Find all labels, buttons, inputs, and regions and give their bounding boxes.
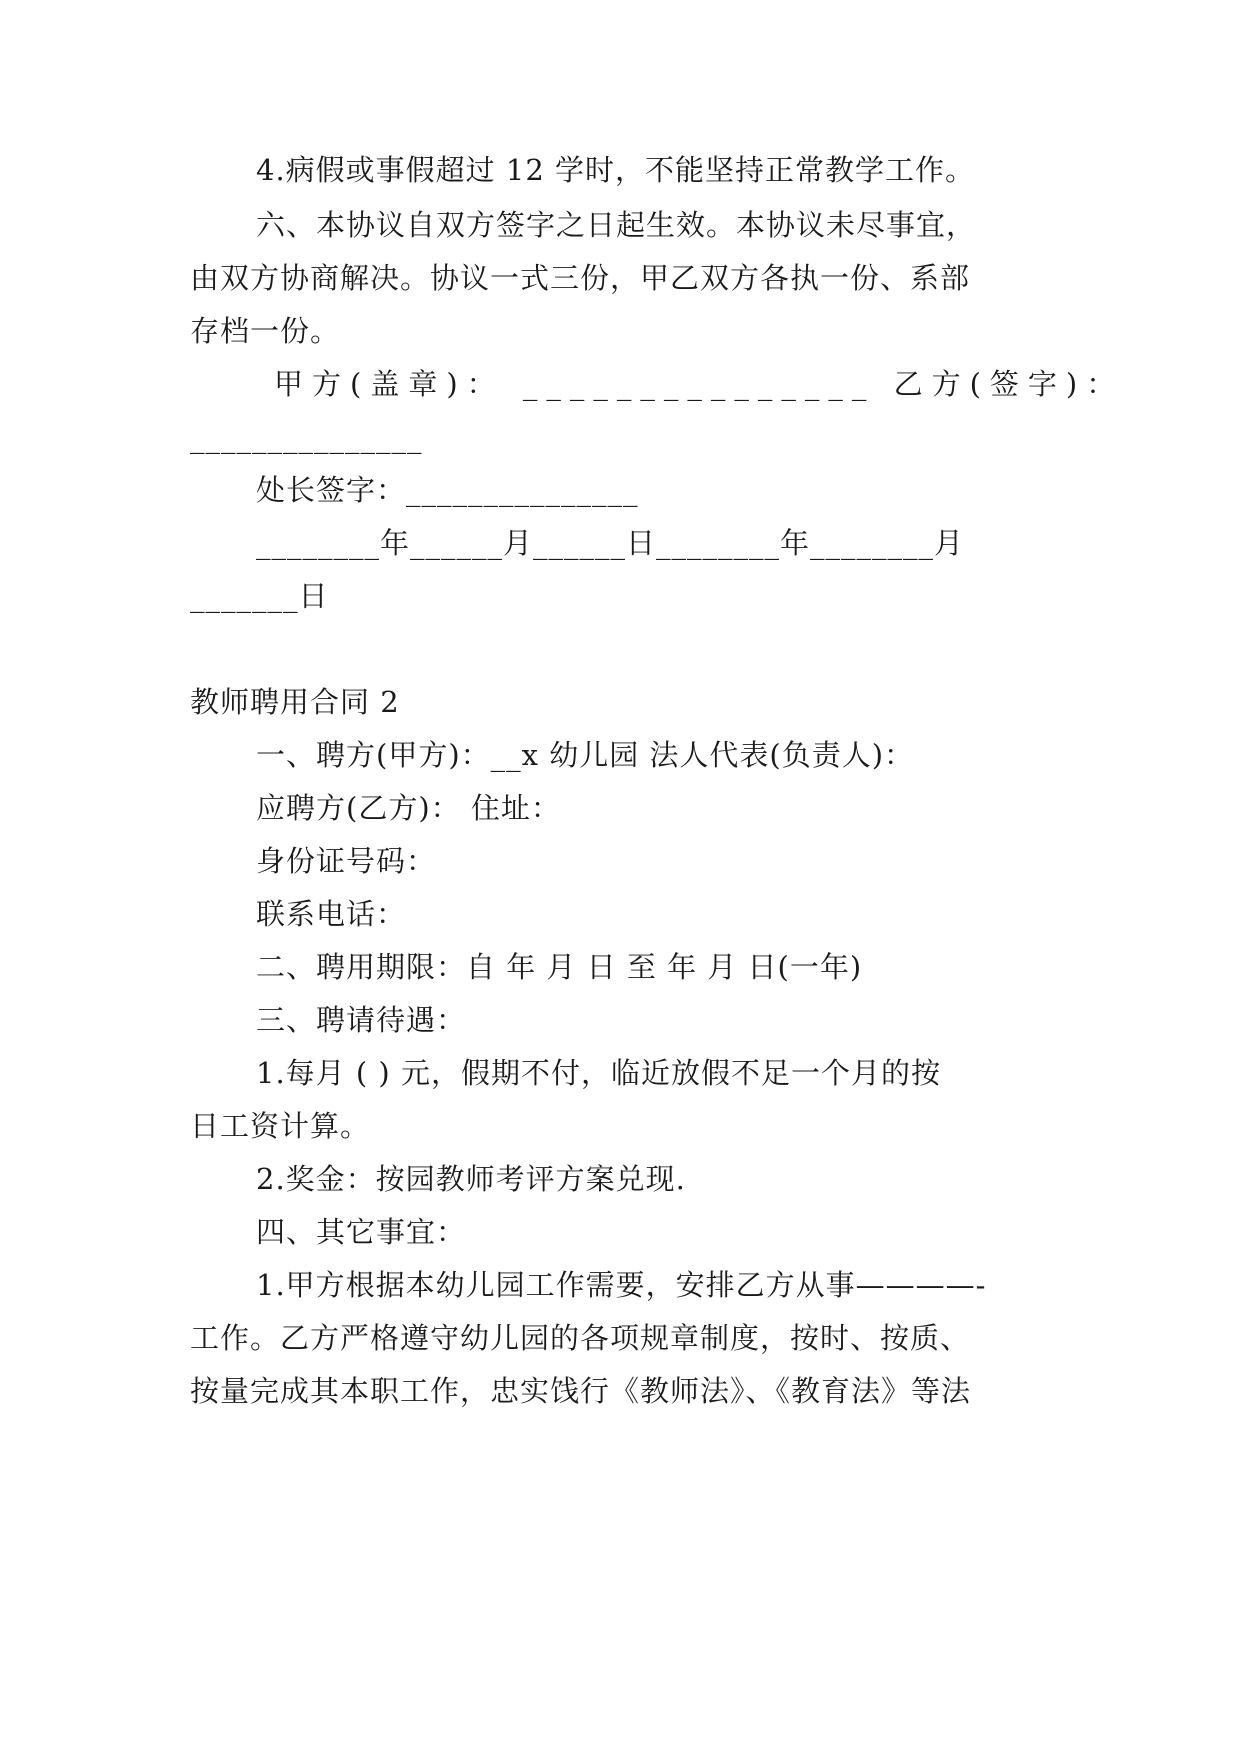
clause-line: 身份证号码： [256,844,437,878]
clause-line: 一、聘方(甲方)：__x 幼儿园 法人代表(负责人)： [256,738,915,772]
clause-line: 1.甲方根据本幼儿园工作需要，安排乙方从事————- [256,1268,987,1302]
paragraph-line: 六、本协议自双方签字之日起生效。本协议未尽事宜， [256,208,977,242]
clause-line: 三、聘请待遇： [256,1003,467,1037]
clause-line: 日工资计算。 [190,1109,371,1143]
clause-line: 2.奖金：按园教师考评方案兑现. [256,1162,686,1196]
clause-line: 工作。乙方严格遵守幼儿园的各项规章制度，按时、按质、 [190,1321,971,1355]
paragraph-line: 4.病假或事假超过 12 学时，不能坚持正常教学工作。 [256,153,976,187]
paragraph-line: 由双方协商解决。协议一式三份，甲乙双方各执一份、系部 [190,261,971,295]
director-signature-line: 处长签字：_______________ [256,473,639,507]
contract-title: 教师聘用合同 2 [190,685,400,719]
clause-line: 二、聘用期限：自 年 月 日 至 年 月 日(一年) [256,950,863,984]
signature-blank: _______________ [190,420,423,454]
clause-line: 按量完成其本职工作，忠实饯行《教师法》、《教育法》等法 [190,1374,972,1408]
date-line: ________年______月______日________年________月 [256,526,965,560]
clause-line: 1.每月 ( ) 元，假期不付，临近放假不足一个月的按 [256,1056,941,1090]
paragraph-line: 存档一份。 [190,314,341,348]
signature-line-parties: 甲方(盖章)： _______________ 乙方(签字)： [274,367,1125,401]
date-line: _______日 [190,579,329,613]
clause-line: 四、其它事宜： [256,1215,467,1249]
clause-line: 联系电话： [256,897,407,931]
clause-line: 应聘方(乙方)： 住址： [256,791,561,825]
